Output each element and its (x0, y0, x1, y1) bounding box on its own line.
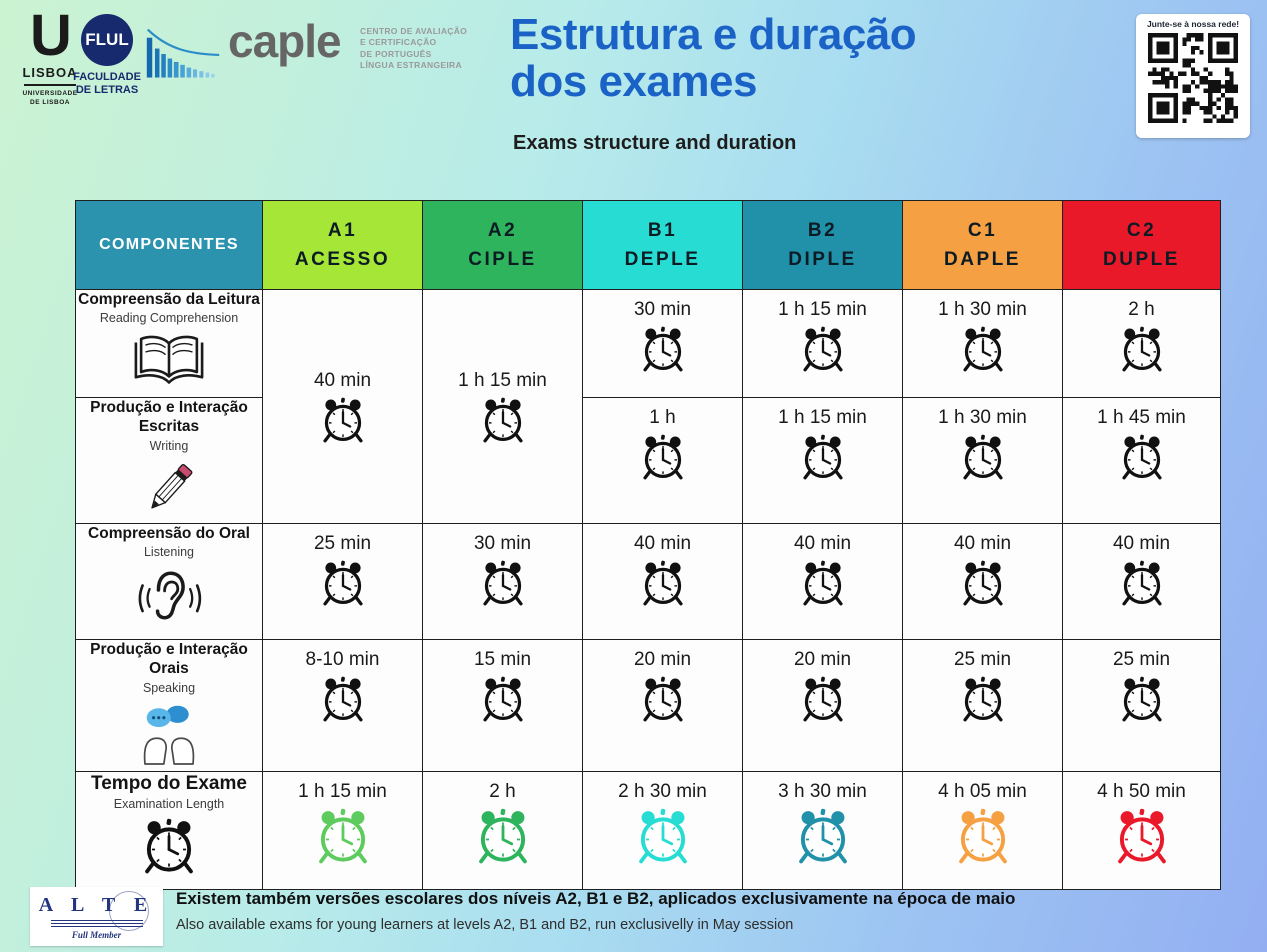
cell-writing-b2: 1 h 15 min (743, 398, 903, 524)
cell-writing-c1: 1 h 30 min (903, 398, 1063, 524)
caple-description: CENTRO DE AVALIAÇÃO E CERTIFICAÇÃO DE PORTUGUÊS LÍNGUA ESTRANGEIRA (360, 26, 468, 71)
alarm-clock-icon (480, 397, 526, 443)
cell-reading-writing-a2 (423, 290, 583, 524)
duration-value: 40 min (313, 369, 372, 391)
alarm-clock-icon (320, 397, 366, 443)
caple-bridge-icon (145, 26, 221, 87)
cell-speaking-a2: 15 min (423, 639, 583, 771)
alarm-clock-icon (1119, 676, 1165, 722)
qr-caption: Junte-se à nossa rede! (1146, 19, 1240, 29)
cell-reading-c1: 1 h 30 min (903, 290, 1063, 398)
level-header-a1: A1 ACESSO (263, 201, 423, 290)
cell-total-b1: 2 h 30 min (583, 771, 743, 889)
alarm-clock-icon (640, 434, 686, 480)
alarm-clock-icon (640, 560, 686, 606)
cell-total-c1: 4 h 05 min (903, 771, 1063, 889)
alarm-clock-icon (1119, 434, 1165, 480)
cell-speaking-c2: 25 min (1063, 639, 1221, 771)
level-header-b2: B2 DIPLE (743, 201, 903, 290)
cell-listening-c2: 40 min (1063, 523, 1221, 639)
cell-reading-b2: 1 h 15 min (743, 290, 903, 398)
alarm-clock-icon (960, 434, 1006, 480)
level-header-c1: C1 DAPLE (903, 201, 1063, 290)
cell-speaking-b2: 20 min (743, 639, 903, 771)
table-row-reading (76, 290, 1221, 398)
alarm-clock-icon (640, 676, 686, 722)
alte-logo: A L T E Full Member (30, 887, 163, 946)
component-writing: Produção e Interação Escritas Writing (76, 398, 263, 524)
alarm-clock-icon (475, 808, 531, 864)
page-title: Estrutura e duração dos exames (510, 10, 917, 106)
page-subtitle: Exams structure and duration (513, 132, 797, 154)
caple-wordmark: caple (228, 15, 341, 67)
cell-listening-a2: 30 min (423, 523, 583, 639)
alarm-clock-icon (320, 676, 366, 722)
alarm-clock-icon (955, 808, 1011, 864)
alarm-clock-icon (800, 434, 846, 480)
alarm-clock-icon (640, 326, 686, 372)
component-speaking: Produção e Interação Orais Speaking (76, 639, 263, 771)
cell-speaking-b1: 20 min (583, 639, 743, 771)
cell-speaking-a1: 8-10 min (263, 639, 423, 771)
cell-total-a1: 1 h 15 min (263, 771, 423, 889)
ulisboa-logo: U LISBOA UNIVERSIDADE DE LISBOA (18, 8, 82, 107)
ulisboa-u-mark: U (30, 3, 70, 68)
alarm-clock-icon (141, 818, 197, 874)
flul-logo: FLUL FACULDADE DE LETRAS (72, 14, 142, 96)
level-header-a2: A2 CIPLE (423, 201, 583, 290)
alarm-clock-icon (1119, 560, 1165, 606)
table-row-writing (76, 398, 1221, 524)
open-book-icon (131, 332, 207, 391)
table-header-row (76, 201, 1221, 290)
conversation-icon (133, 702, 205, 771)
component-total: Tempo do Exame Examination Length (76, 771, 263, 889)
cell-listening-b2: 40 min (743, 523, 903, 639)
divider (24, 84, 76, 86)
level-header-b1: B1 DEPLE (583, 201, 743, 290)
footer-note-en: Also available exams for young learners at levels A2, B1 and B2, run exclusivelly in May session (176, 917, 794, 933)
alarm-clock-icon (320, 560, 366, 606)
alarm-clock-icon (1119, 326, 1165, 372)
alarm-clock-icon (960, 676, 1006, 722)
alarm-clock-icon (795, 808, 851, 864)
table-row-total (76, 771, 1221, 889)
cell-total-b2: 3 h 30 min (743, 771, 903, 889)
alarm-clock-icon (1114, 808, 1170, 864)
cell-total-a2: 2 h (423, 771, 583, 889)
qr-panel (1136, 14, 1250, 138)
cell-total-c2: 4 h 50 min (1063, 771, 1221, 889)
alte-stripes (51, 920, 143, 927)
footer-note-pt: Existem também versões escolares dos níveis A2, B1 e B2, aplicados exclusivamente na época de maio (176, 889, 1016, 908)
alarm-clock-icon (480, 676, 526, 722)
alarm-clock-icon (480, 560, 526, 606)
cell-writing-b1: 1 h (583, 398, 743, 524)
cell-reading-c2: 2 h (1063, 290, 1221, 398)
cell-listening-b1: 40 min (583, 523, 743, 639)
alarm-clock-icon (800, 326, 846, 372)
alarm-clock-icon (635, 808, 691, 864)
component-reading: Compreensão da Leitura Reading Comprehension (76, 290, 263, 398)
cell-listening-a1: 25 min (263, 523, 423, 639)
table-row-listening (76, 523, 1221, 639)
level-header-c2: C2 DUPLE (1063, 201, 1221, 290)
alarm-clock-icon (800, 560, 846, 606)
exam-table (75, 200, 1221, 890)
components-header: COMPONENTES (76, 201, 263, 290)
pencil-icon (140, 460, 198, 523)
table-row-speaking (76, 639, 1221, 771)
alarm-clock-icon (315, 808, 371, 864)
ear-listening-icon (132, 566, 206, 633)
cell-listening-c1: 40 min (903, 523, 1063, 639)
alarm-clock-icon (960, 326, 1006, 372)
qr-code[interactable] (1148, 33, 1238, 123)
cell-reading-b1: 30 min (583, 290, 743, 398)
duration-value: 1 h 15 min (458, 369, 547, 391)
alarm-clock-icon (960, 560, 1006, 606)
cell-reading-writing-a1 (263, 290, 423, 524)
component-listening: Compreensão do Oral Listening (76, 523, 263, 639)
cell-speaking-c1: 25 min (903, 639, 1063, 771)
cell-writing-c2: 1 h 45 min (1063, 398, 1221, 524)
alarm-clock-icon (800, 676, 846, 722)
